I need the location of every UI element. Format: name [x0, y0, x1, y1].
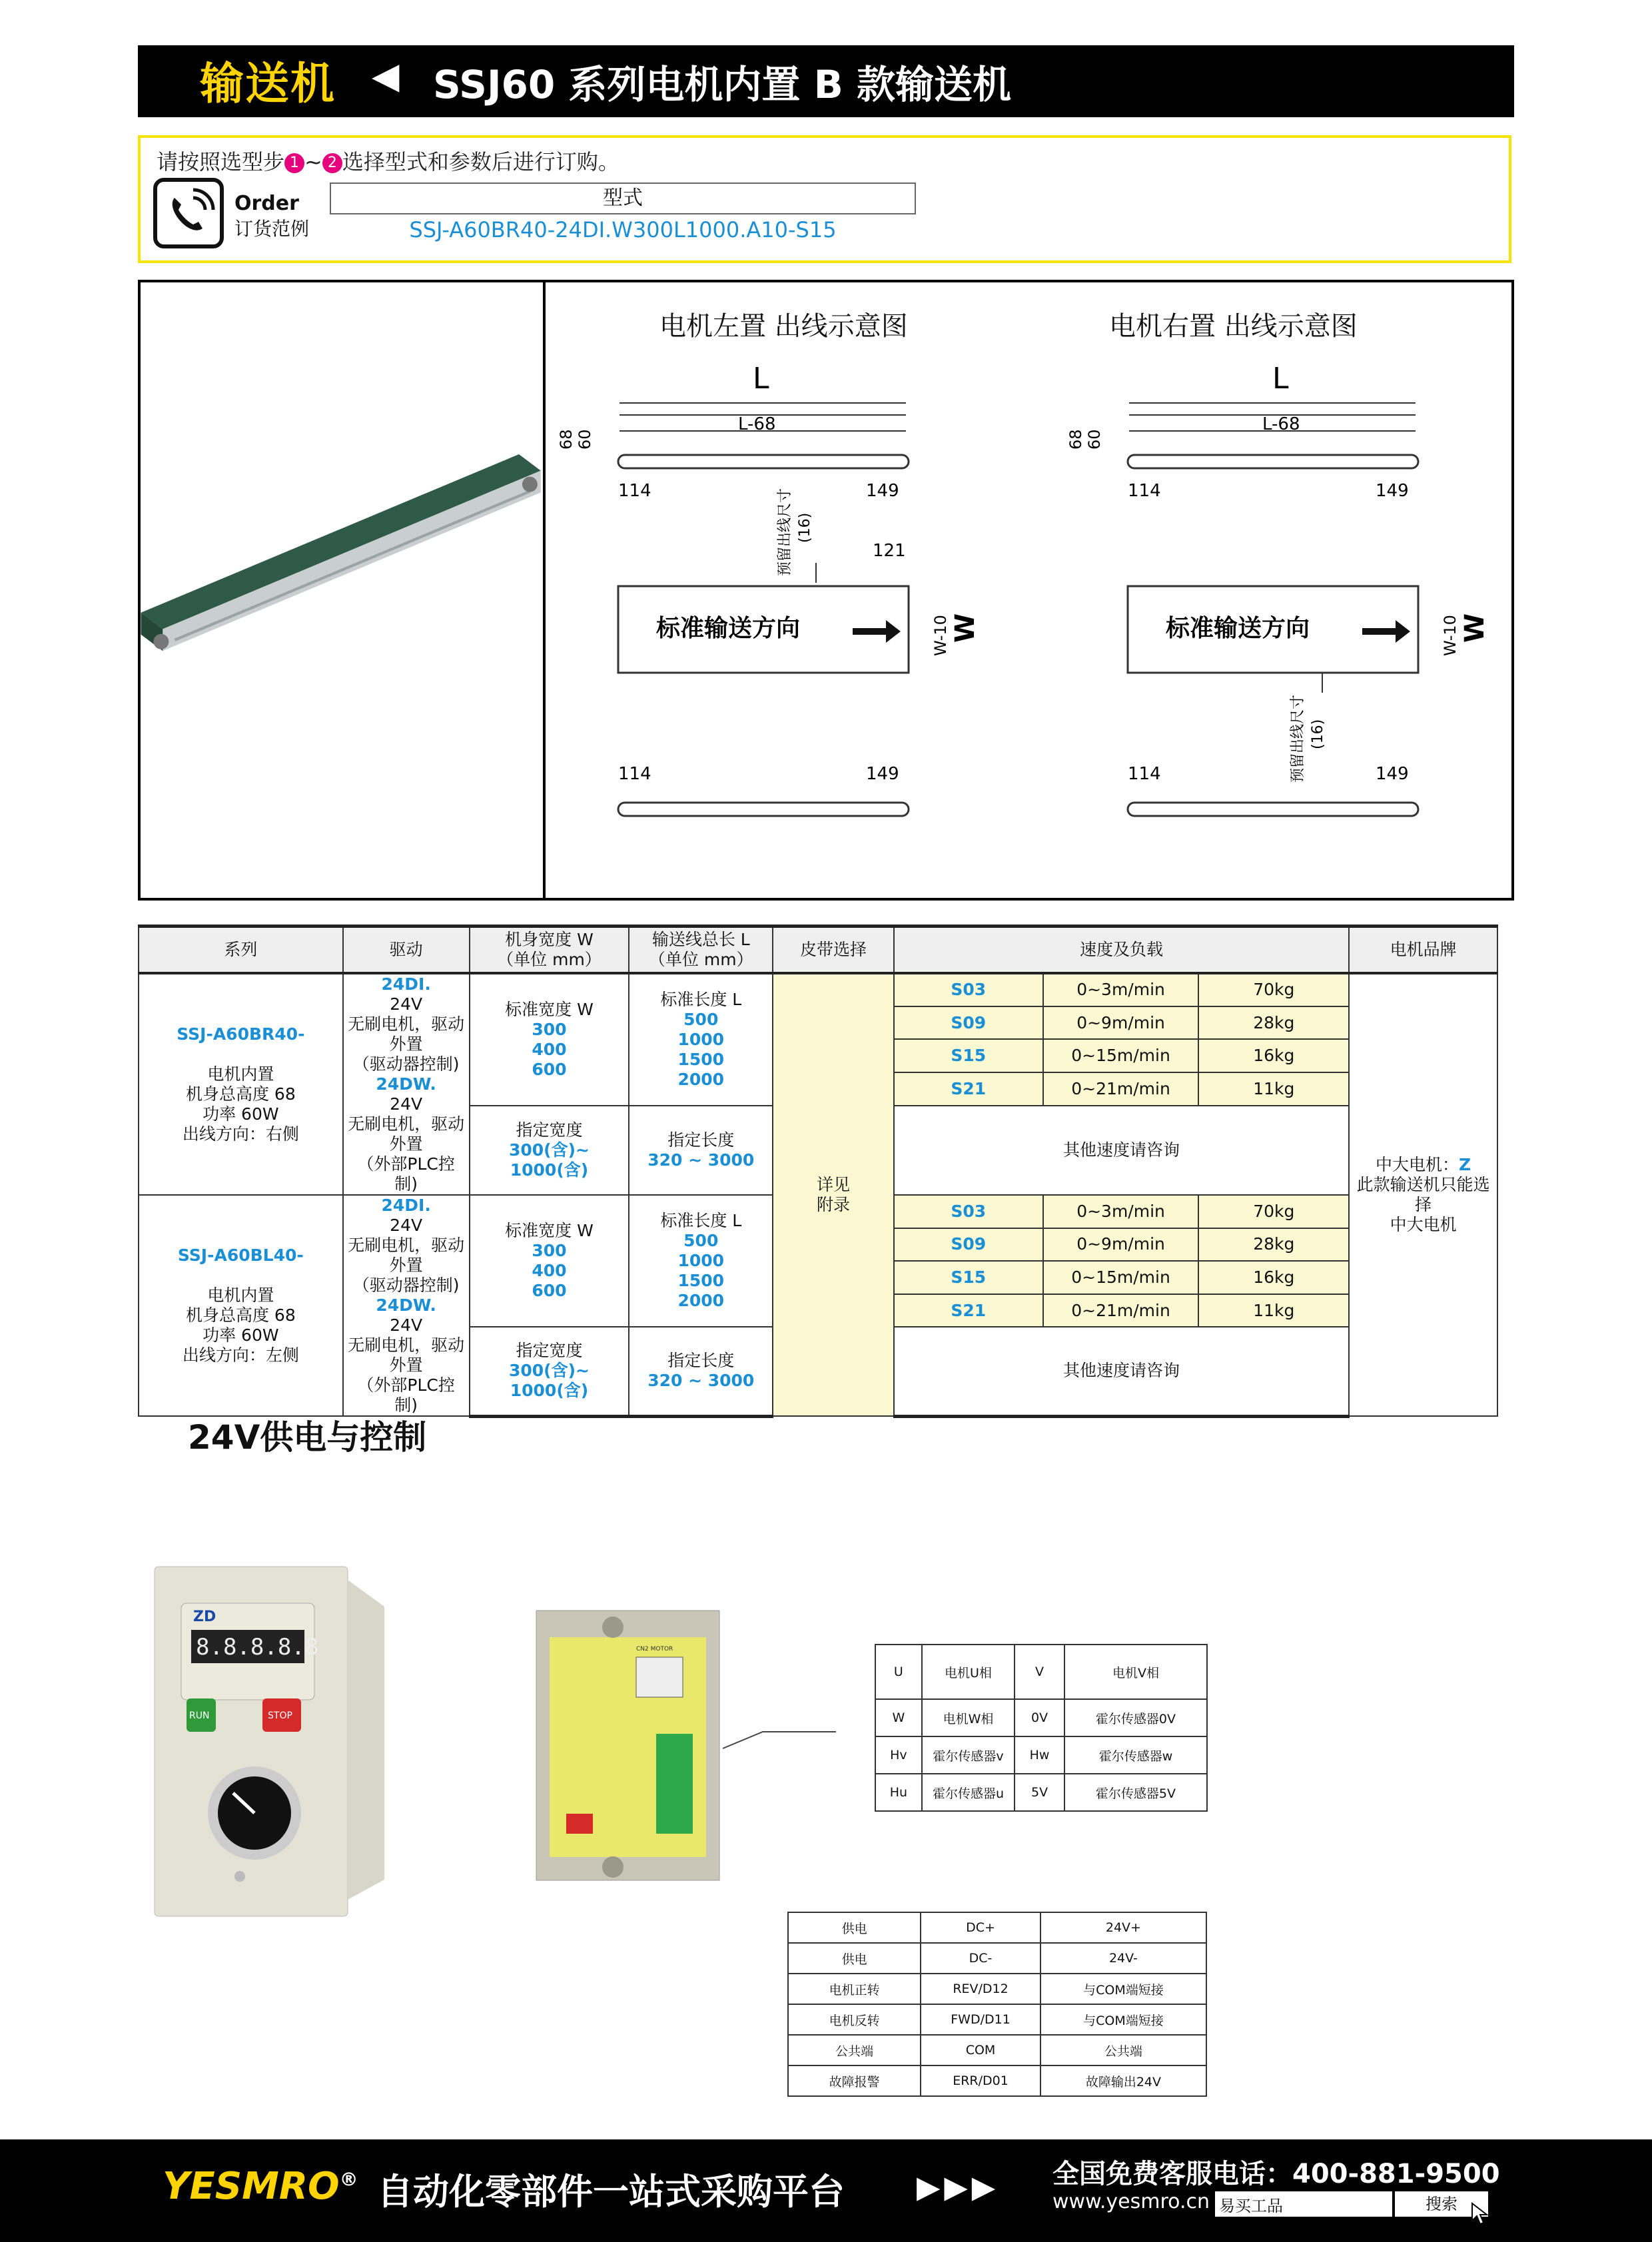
motor-wiring-table: U 电机U相 V 电机V相 W 电机W相 0V 霍尔传感器0V Hv 霍尔传感器v Hw 霍尔传感器w Hu 霍尔传感器u 5V 霍尔传感器5V	[875, 1644, 1208, 1812]
width-custom-cell: 指定宽度 300(含)~ 1000(含)	[470, 1327, 629, 1416]
speed-range: 0~3m/min	[1043, 973, 1199, 1006]
svg-text:W-10: W-10	[931, 615, 950, 656]
speed-load: 11kg	[1198, 1072, 1349, 1106]
direction-label: 标准输送方向	[656, 615, 801, 642]
type-header: 型式	[330, 183, 916, 214]
svg-text:114: 114	[1128, 481, 1161, 501]
brand-cell: 中大电机：Z 此款输送机只能选择 中大电机	[1349, 973, 1497, 1416]
speed-load: 11kg	[1198, 1294, 1349, 1327]
svg-text:149: 149	[1376, 481, 1409, 501]
length-custom-cell: 指定长度 320 ~ 3000	[629, 1106, 773, 1195]
speed-code: S15	[894, 1039, 1043, 1072]
svg-text:114: 114	[618, 764, 651, 784]
category-title: 输送机	[200, 58, 336, 109]
width-std-cell: 标准宽度 W 300 400 600	[470, 1195, 629, 1327]
header-drive: 驱动	[343, 927, 470, 974]
right-diagram	[1066, 362, 1509, 829]
length-custom-cell: 指定长度 320 ~ 3000	[629, 1327, 773, 1416]
other-speed-cell: 其他速度请咨询	[894, 1106, 1349, 1195]
series-cell: SSJ-A60BL40- 电机内置 机身总高度 68 功率 60W 出线方向：左侧	[139, 1195, 343, 1416]
svg-text:标准输送方向: 标准输送方向	[1166, 615, 1310, 642]
svg-text:预留出线尺寸: 预留出线尺寸	[1290, 694, 1306, 783]
svg-text:68: 68	[557, 429, 576, 450]
svg-text:149: 149	[866, 481, 899, 501]
connector-line	[723, 1728, 836, 1748]
drive-cell: 24DI. 24V 无刷电机，驱动 外置 （驱动器控制) 24DW. 24V 无刷电机，驱动 外置 （外部PLC控制)	[343, 973, 470, 1195]
controller-display: 8.8.8.8.8	[196, 1634, 319, 1661]
header-belt: 皮带选择	[773, 927, 894, 974]
speed-load: 16kg	[1198, 1039, 1349, 1072]
speed-load: 70kg	[1198, 973, 1349, 1006]
svg-text:(16): (16)	[1310, 719, 1326, 749]
power-control-table: 供电 DC+ 24V+ 供电 DC- 24V- 电机正转 REV/D12 与COM端短接 电机反转 FWD/D11 与COM端短接 公共端 COM 公共端 故障报警 ERR/D01 故障输出24V	[787, 1912, 1207, 2097]
step-2-badge: 2	[322, 153, 342, 173]
order-sublabel: 订货范例	[234, 218, 310, 240]
L-label: L	[753, 362, 769, 396]
speed-controller-image	[155, 1567, 388, 1920]
search-button[interactable]: 搜索	[1394, 2190, 1489, 2218]
svg-text:L: L	[1272, 362, 1289, 396]
svg-text:W: W	[950, 613, 981, 643]
header-length: 输送线总长 L （单位 mm）	[629, 927, 773, 974]
svg-text:68: 68	[1066, 429, 1085, 450]
spec-table	[138, 925, 1498, 1418]
belt-cell: 详见 附录	[773, 973, 894, 1416]
speed-range: 0~15m/min	[1043, 1261, 1199, 1294]
hotline: 全国免费客服电话：400-881-9500	[1052, 2159, 1500, 2189]
header-brand: 电机品牌	[1349, 927, 1497, 974]
section-title: 24V供电与控制	[188, 1418, 427, 1457]
footer-slogan: 自动化零部件一站式采购平台	[377, 2171, 845, 2213]
svg-text:60: 60	[1085, 429, 1104, 450]
svg-text:预留出线尺寸: 预留出线尺寸	[777, 488, 793, 576]
type-code: SSJ-A60BR40-24DI.W300L1000.A10-S15	[409, 217, 837, 242]
speed-code: S03	[894, 973, 1043, 1006]
svg-text:W: W	[1459, 613, 1490, 643]
arrow-left-icon: ◀	[372, 55, 400, 97]
speed-load: 28kg	[1198, 1006, 1349, 1040]
header-series: 系列	[139, 927, 343, 974]
svg-text:RUN: RUN	[189, 1710, 210, 1721]
width-custom-cell: 指定宽度 300(含)~ 1000(含)	[470, 1106, 629, 1195]
speed-load: 16kg	[1198, 1261, 1349, 1294]
length-std-cell: 标准长度 L 500 1000 1500 2000	[629, 1195, 773, 1327]
speed-code: S21	[894, 1294, 1043, 1327]
other-speed-cell: 其他速度请咨询	[894, 1327, 1349, 1416]
speed-range: 0~9m/min	[1043, 1228, 1199, 1262]
svg-text:60: 60	[576, 429, 594, 450]
driver-board-image	[536, 1611, 723, 1884]
width-std-cell: 标准宽度 W 300 400 600	[470, 973, 629, 1106]
left-diagram	[557, 362, 1026, 829]
speed-load: 28kg	[1198, 1228, 1349, 1262]
L68-label: L-68	[738, 414, 776, 434]
header-speed: 速度及负载	[894, 927, 1349, 974]
website-link[interactable]: www.yesmro.cn	[1052, 2190, 1210, 2213]
speed-load: 70kg	[1198, 1195, 1349, 1228]
triple-arrow-icon: ▶▶▶	[917, 2169, 1000, 2205]
search-input-text: 易买工品	[1219, 2197, 1283, 2215]
speed-code: S09	[894, 1006, 1043, 1040]
speed-code: S03	[894, 1195, 1043, 1228]
controller-logo: ZD	[193, 1609, 216, 1625]
cursor-icon	[1471, 2202, 1491, 2226]
svg-text:(16): (16)	[797, 512, 813, 543]
order-label: Order	[234, 192, 299, 215]
speed-range: 0~21m/min	[1043, 1072, 1199, 1106]
series-cell: SSJ-A60BR40- 电机内置 机身总高度 68 功率 60W 出线方向：右侧	[139, 973, 343, 1195]
svg-text:114: 114	[1128, 764, 1161, 784]
length-std-cell: 标准长度 L 500 1000 1500 2000	[629, 973, 773, 1106]
svg-text:W-10: W-10	[1441, 615, 1459, 656]
drive-cell: 24DI. 24V 无刷电机，驱动 外置 （驱动器控制) 24DW. 24V 无刷电机，驱动 外置 （外部PLC控制)	[343, 1195, 470, 1416]
brand-logo: YESMRO®	[163, 2165, 358, 2208]
svg-text:149: 149	[1376, 764, 1409, 784]
speed-range: 0~9m/min	[1043, 1006, 1199, 1040]
speed-code: S15	[894, 1261, 1043, 1294]
svg-text:STOP: STOP	[268, 1710, 292, 1721]
left-diagram-title: 电机左置 出线示意图	[659, 311, 908, 342]
svg-text:L-68: L-68	[1262, 414, 1300, 434]
step-1-badge: 1	[284, 153, 304, 173]
speed-range: 0~3m/min	[1043, 1195, 1199, 1228]
page-title: SSJ60 系列电机内置 B 款输送机	[433, 62, 1012, 107]
svg-text:CN2 MOTOR: CN2 MOTOR	[636, 1646, 673, 1653]
speed-range: 0~21m/min	[1043, 1294, 1199, 1327]
figure-divider	[543, 280, 546, 901]
svg-text:149: 149	[866, 764, 899, 784]
right-diagram-title: 电机右置 出线示意图	[1109, 311, 1358, 342]
svg-text:121: 121	[873, 541, 906, 561]
order-hint: 请按照选型步 1 ~ 2 选择型式和参数后进行订购。	[157, 149, 620, 175]
speed-code: S09	[894, 1228, 1043, 1262]
phone-icon	[153, 178, 224, 248]
speed-code: S21	[894, 1072, 1043, 1106]
speed-range: 0~15m/min	[1043, 1039, 1199, 1072]
conveyor-photo	[143, 380, 540, 793]
header-width: 机身宽度 W （单位 mm）	[470, 927, 629, 974]
svg-text:114: 114	[618, 481, 651, 501]
